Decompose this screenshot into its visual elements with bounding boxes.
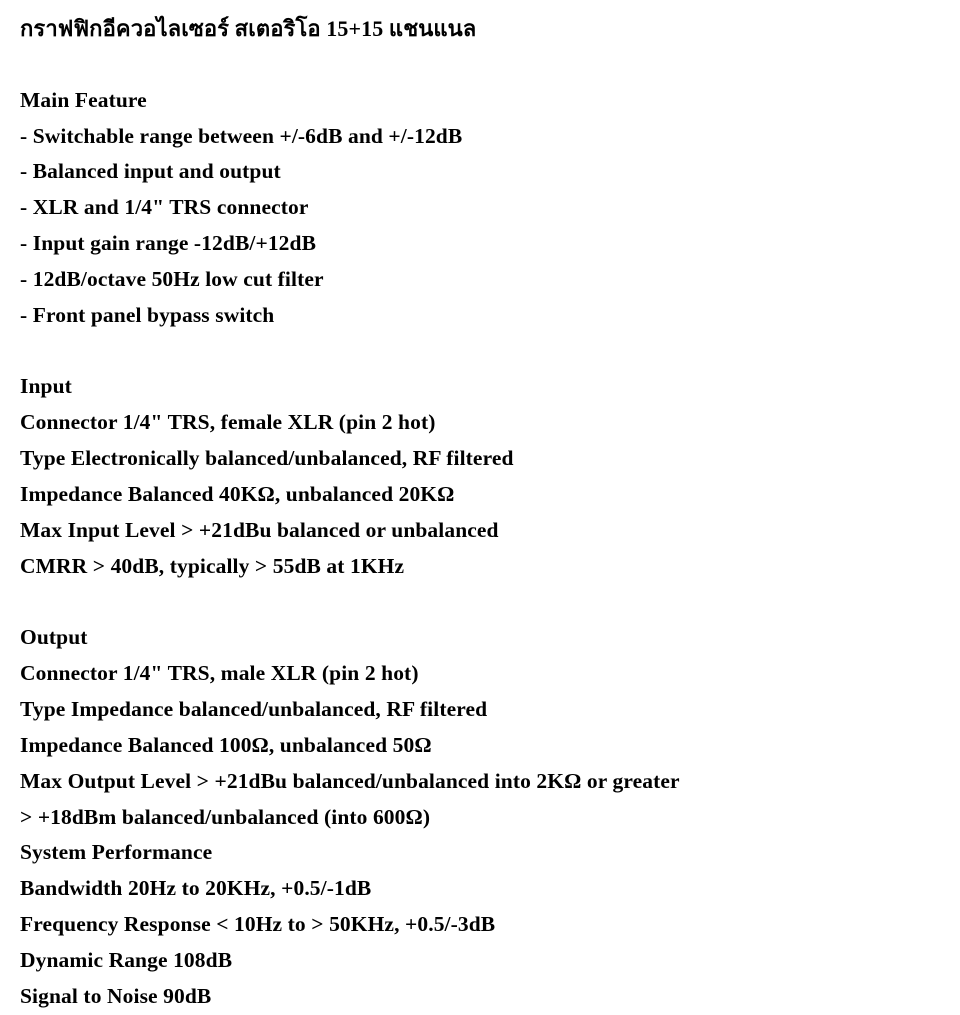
spec-line: Max Output Level > +21dBu balanced/unbalanced into 2KΩ or greater [20, 768, 680, 793]
spec-line: > +18dBm balanced/unbalanced (into 600Ω) [20, 804, 431, 829]
section-output [20, 620, 950, 835]
section-system-performance [20, 835, 950, 1014]
blank-line [20, 334, 950, 370]
spec-line: Type Electronically balanced/unbalanced, RF filtered [20, 446, 514, 471]
spec-line: - Front panel bypass switch [20, 302, 275, 327]
blank-line [20, 585, 950, 621]
spec-line: - Input gain range -12dB/+12dB [20, 231, 317, 256]
section-input [20, 369, 950, 584]
spec-line: Bandwidth 20Hz to 20KHz, +0.5/-1dB [20, 876, 372, 901]
spec-line: CMRR > 40dB, typically > 55dB at 1KHz [20, 553, 405, 578]
section-main-feature [20, 83, 950, 334]
spec-line: Impedance Balanced 40KΩ, unbalanced 20KΩ [20, 481, 455, 506]
spec-line: - XLR and 1/4" TRS connector [20, 195, 309, 220]
section-heading-input: Input [20, 374, 72, 399]
spec-line: Signal to Noise 90dB [20, 983, 212, 1008]
section-heading-system-performance: System Performance [20, 840, 213, 865]
spec-line: Frequency Response < 10Hz to > 50KHz, +0.5/-3dB [20, 912, 496, 937]
page-title: กราฟฟิกอีควอไลเซอร์ สเตอริโอ 15+15 แชนแนล [20, 16, 477, 41]
spec-line: - Switchable range between +/-6dB and +/-12dB [20, 123, 463, 148]
spec-line: Impedance Balanced 100Ω, unbalanced 50Ω [20, 732, 432, 757]
spec-line: Connector 1/4" TRS, female XLR (pin 2 hot) [20, 410, 436, 435]
section-heading-output: Output [20, 625, 88, 650]
spec-line: Max Input Level > +21dBu balanced or unbalanced [20, 517, 499, 542]
spec-line: - Balanced input and output [20, 159, 281, 184]
blank-line [20, 47, 950, 83]
section-heading-main-feature: Main Feature [20, 87, 147, 112]
spec-line: Type Impedance balanced/unbalanced, RF filtered [20, 697, 488, 722]
spec-sections [20, 47, 950, 1015]
spec-line: - 12dB/octave 50Hz low cut filter [20, 266, 324, 291]
spec-line: Connector 1/4" TRS, male XLR (pin 2 hot) [20, 661, 419, 686]
spec-line: Dynamic Range 108dB [20, 947, 233, 972]
